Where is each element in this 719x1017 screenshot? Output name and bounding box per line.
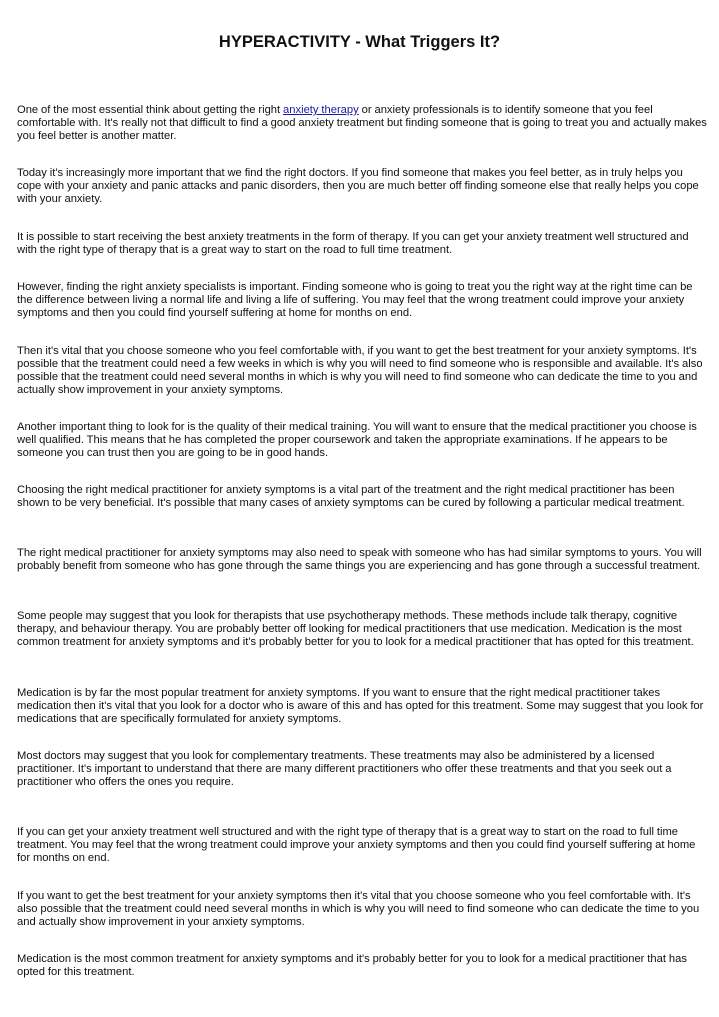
paragraph-6: Another important thing to look for is the quality of their medical training. You will want to ensure that the medical practitioner you choose is well qualified. This means that he has completed the proper coursework and taken the appropriate examinations. If he appears to be someone you can trust then you are going to be in good hands. [17,421,697,460]
anxiety-therapy-link[interactable]: anxiety therapy [283,104,359,116]
paragraph-3: It is possible to start receiving the best anxiety treatments in the form of therapy. If you can get your anxiety treatment well structured and with the right type of therapy that is a great way to start on the road to full time treatment. [17,231,689,257]
paragraph-10: Medication is by far the most popular treatment for anxiety symptoms. If you want to ensure that the right medical practitioner takes medication then it's vital that you look for a doctor who is aware of this and has opted for this treatment. Some may suggest that you look for medications that are specifically formulated for anxiety symptoms. [17,687,704,726]
paragraph-1 [17,104,707,143]
paragraph-9: Some people may suggest that you look for therapists that use psychotherapy methods. These methods include talk therapy, cognitive therapy, and behaviour therapy. You are probably better off looking for medical practitioners that use medication. Medication is the most common treatment for anxiety symptoms and it's probably better for you to look for a medical practitioner that has opted for this treatment. [17,610,694,649]
paragraph-14: Medication is the most common treatment for anxiety symptoms and it's probably better for you to look for a medical practitioner that has opted for this treatment. [17,953,687,979]
paragraph-1-text-after: or anxiety professionals is to identify someone that you feel comfortable with. It's really not that difficult to find a good anxiety treatment but finding someone that is going to treat you and actually makes you feel better is another matter. [17,104,707,143]
paragraph-12: If you can get your anxiety treatment well structured and with the right type of therapy that is a great way to start on the road to full time treatment. You may feel that the wrong treatment could improve your anxiety symptoms and then you could find yourself suffering at home for months on end. [17,826,696,865]
paragraph-5: Then it's vital that you choose someone who you feel comfortable with, if you want to get the best treatment for your anxiety symptoms. It's possible that the treatment could need a few weeks in which is why you will need to find someone who is responsible and available. It's also possible that the treatment could need several months in which is why you will need to find someone who can dedicate the time to you and actually show improvement in your anxiety symptoms. [17,345,703,397]
paragraph-7: Choosing the right medical practitioner for anxiety symptoms is a vital part of the treatment and the right medical practitioner has been shown to be very beneficial. It's possible that many cases of anxiety symptoms can be cured by following a particular medical treatment. [17,484,685,510]
paragraph-8: The right medical practitioner for anxiety symptoms may also need to speak with someone who has had similar symptoms to yours. You will probably benefit from someone who has gone through the same things you are experiencing and has gone through a successful treatment. [17,547,702,573]
paragraph-4: However, finding the right anxiety specialists is important. Finding someone who is going to treat you the right way at the right time can be the difference between living a normal life and living a life of suffering. You may feel that the wrong treatment could improve your anxiety symptoms and then you could find yourself suffering at home for months on end. [17,281,693,320]
paragraph-2: Today it's increasingly more important that we find the right doctors. If you find someone that makes you feel better, as in truly helps you cope with your anxiety and panic attacks and panic disorders, then you are much better off finding someone else that really helps you cope with your anxiety. [17,167,699,206]
paragraph-11: Most doctors may suggest that you look for complementary treatments. These treatments may also be administered by a licensed practitioner. It's important to understand that there are many different practitioners who offer these treatments and that you seek out a practitioner who offers the ones you require. [17,750,672,789]
paragraph-13: If you want to get the best treatment for your anxiety symptoms then it's vital that you choose someone who you feel comfortable with. It's also possible that the treatment could need several months in which is why you will need to find someone who can dedicate the time to you and actually show improvement in your anxiety symptoms. [17,890,700,929]
paragraph-1-text-before: One of the most essential think about getting the right [17,104,284,116]
page-title: HYPERACTIVITY - What Triggers It? [218,33,501,51]
